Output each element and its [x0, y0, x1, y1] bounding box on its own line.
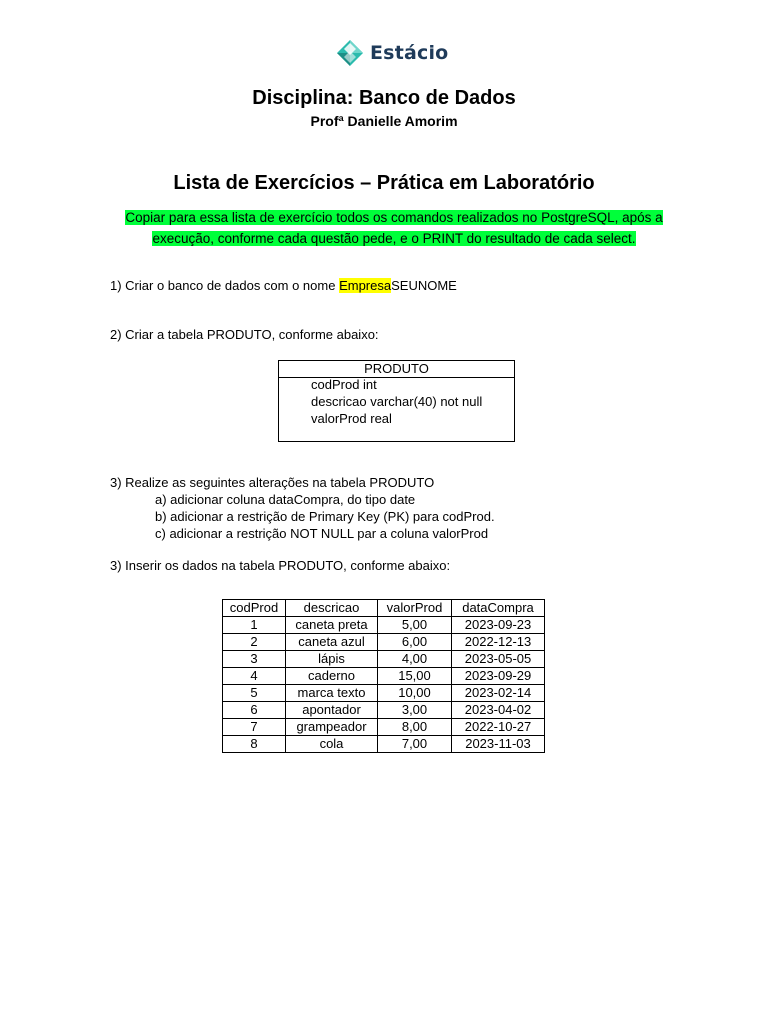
table-cell: caneta preta [286, 617, 378, 634]
table-cell: 10,00 [378, 685, 452, 702]
list-title: Lista de Exercícios – Prática em Laboratório [173, 172, 595, 194]
question-2: 2) Criar a tabela PRODUTO, conforme abaixo: [110, 327, 379, 342]
schema-column: codProd int [311, 377, 377, 392]
instructions [114, 207, 674, 249]
schema-column: descricao varchar(40) not null [311, 394, 483, 409]
alter-item-c: c) adicionar a restrição NOT NULL par a coluna valorProd [155, 526, 489, 541]
estacio-logo [336, 38, 448, 68]
question-1 [110, 278, 457, 293]
table-row [223, 702, 545, 719]
produto-data-table [222, 599, 545, 753]
question-3-alter: 3) Realize as seguintes alterações na tabela PRODUTO [110, 475, 435, 490]
table-cell: 2023-05-05 [452, 651, 545, 668]
table-cell: cola [286, 736, 378, 753]
professor-name: Profª Danielle Amorim [310, 113, 458, 129]
table-cell: 6,00 [378, 634, 452, 651]
table-header-row [223, 600, 545, 617]
table-cell: apontador [286, 702, 378, 719]
table-cell: 2022-10-27 [452, 719, 545, 736]
table-cell: 2 [223, 634, 286, 651]
schema-table-name: PRODUTO [279, 361, 514, 378]
table-row [223, 617, 545, 634]
table-row [223, 668, 545, 685]
table-row [223, 634, 545, 651]
table-row [223, 736, 545, 753]
instructions-line-2: execução, conforme cada questão pede, e o PRINT do resultado de cada select. [152, 231, 636, 246]
table-cell: lápis [286, 651, 378, 668]
table-cell: 15,00 [378, 668, 452, 685]
question-1-highlight: Empresa [339, 278, 392, 293]
table-cell: 8 [223, 736, 286, 753]
table-cell: 4 [223, 668, 286, 685]
alter-item-a: a) adicionar coluna dataCompra, do tipo date [155, 492, 416, 507]
question-1-prefix: 1) Criar o banco de dados com o nome [110, 278, 340, 293]
produto-schema-box [278, 360, 515, 442]
discipline-title: Disciplina: Banco de Dados [252, 87, 516, 109]
table-cell: 2023-09-23 [452, 617, 545, 634]
table-cell: 7 [223, 719, 286, 736]
table-cell: 2023-04-02 [452, 702, 545, 719]
estacio-logo-icon [336, 39, 364, 67]
table-row [223, 651, 545, 668]
question-1-suffix: SEUNOME [391, 278, 457, 293]
table-cell: 3,00 [378, 702, 452, 719]
alter-item-b: b) adicionar a restrição de Primary Key (PK) para codProd. [155, 509, 495, 524]
question-3-insert: 3) Inserir os dados na tabela PRODUTO, conforme abaixo: [110, 558, 451, 573]
table-row [223, 685, 545, 702]
table-cell: 7,00 [378, 736, 452, 753]
table-row [223, 719, 545, 736]
table-cell: 6 [223, 702, 286, 719]
table-cell: 4,00 [378, 651, 452, 668]
table-cell: 3 [223, 651, 286, 668]
table-cell: 8,00 [378, 719, 452, 736]
column-header: valorProd [378, 600, 452, 617]
table-cell: 2023-09-29 [452, 668, 545, 685]
table-cell: 1 [223, 617, 286, 634]
table-cell: 2023-11-03 [452, 736, 545, 753]
schema-column: valorProd real [311, 411, 392, 426]
table-cell: marca texto [286, 685, 378, 702]
table-cell: grampeador [286, 719, 378, 736]
table-cell: caderno [286, 668, 378, 685]
table-cell: 2023-02-14 [452, 685, 545, 702]
table-cell: 2022-12-13 [452, 634, 545, 651]
logo-text: Estácio [370, 42, 449, 64]
column-header: codProd [223, 600, 286, 617]
column-header: dataCompra [452, 600, 545, 617]
column-header: descricao [286, 600, 378, 617]
table-cell: 5,00 [378, 617, 452, 634]
table-cell: caneta azul [286, 634, 378, 651]
instructions-line-1: Copiar para essa lista de exercício todos os comandos realizados no PostgreSQL, após a [125, 210, 663, 225]
table-cell: 5 [223, 685, 286, 702]
